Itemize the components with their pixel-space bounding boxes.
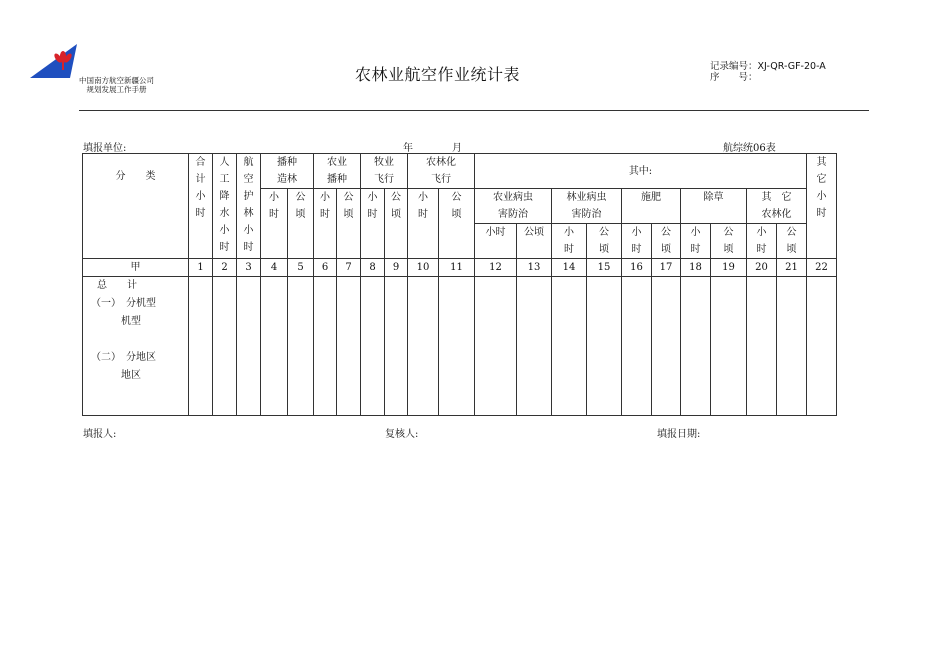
data-cell[interactable] bbox=[408, 277, 439, 416]
header-pasture: 牧业 飞行 bbox=[361, 154, 408, 189]
col-num: 甲 bbox=[83, 259, 189, 277]
col-num: 11 bbox=[439, 259, 475, 277]
row-total: 总 计 bbox=[97, 280, 137, 291]
sub-hour: 小 时 bbox=[408, 189, 439, 259]
col-num: 10 bbox=[408, 259, 439, 277]
header-sow-forest: 播种 造林 bbox=[261, 154, 314, 189]
sub-hour: 小 时 bbox=[622, 224, 652, 259]
col-num: 15 bbox=[587, 259, 622, 277]
form-code: 航综统06表 bbox=[723, 143, 776, 154]
header-other-agroforest: 其 它 农林化 bbox=[747, 189, 807, 224]
sub-ha: 公 顷 bbox=[337, 189, 361, 259]
col-num: 1 bbox=[189, 259, 213, 277]
header-total-hours: 合 计 小 时 bbox=[189, 154, 213, 259]
col-num: 9 bbox=[385, 259, 408, 277]
table-body-row bbox=[83, 277, 837, 416]
airline-logo bbox=[30, 44, 78, 80]
data-cell[interactable] bbox=[337, 277, 361, 416]
col-num: 19 bbox=[711, 259, 747, 277]
col-num: 16 bbox=[622, 259, 652, 277]
statistics-table bbox=[82, 153, 837, 416]
col-num: 3 bbox=[237, 259, 261, 277]
unit-label: 填报单位: bbox=[83, 143, 127, 154]
sub-hour: 小 时 bbox=[361, 189, 385, 259]
row-by-region: （二） 分地区 bbox=[91, 352, 156, 363]
header-other-hours: 其 它 小 时 bbox=[807, 154, 837, 259]
seq-label: 序 号： bbox=[710, 71, 758, 83]
header-agroforest: 农林化 飞行 bbox=[408, 154, 475, 189]
company-name: 中国南方航空新疆公司 bbox=[79, 76, 154, 85]
col-num: 7 bbox=[337, 259, 361, 277]
col-num: 12 bbox=[475, 259, 517, 277]
data-cell[interactable] bbox=[439, 277, 475, 416]
column-number-row bbox=[83, 259, 837, 277]
sub-hour: 小 时 bbox=[681, 224, 711, 259]
header-manual-rain: 人 工 降 水 小 时 bbox=[213, 154, 237, 259]
data-cell[interactable] bbox=[361, 277, 385, 416]
col-num: 13 bbox=[517, 259, 552, 277]
row-region: 地区 bbox=[101, 370, 141, 381]
data-cell[interactable] bbox=[807, 277, 837, 416]
data-cell[interactable] bbox=[711, 277, 747, 416]
sub-ha: 公 顷 bbox=[288, 189, 314, 259]
data-cell[interactable] bbox=[475, 277, 517, 416]
col-num: 5 bbox=[288, 259, 314, 277]
company-block bbox=[79, 76, 154, 94]
data-cell[interactable] bbox=[517, 277, 552, 416]
sub-hour: 小 时 bbox=[747, 224, 777, 259]
sub-ha: 公 顷 bbox=[711, 224, 747, 259]
header-among: 其中: bbox=[475, 154, 807, 189]
sub-hour: 小时 bbox=[475, 224, 517, 259]
col-num: 6 bbox=[314, 259, 337, 277]
sub-hour: 小 时 bbox=[261, 189, 288, 259]
filler-label: 填报人: bbox=[83, 429, 117, 440]
header-agri-pest: 农业病虫 害防治 bbox=[475, 189, 552, 224]
month-label: 月 bbox=[452, 143, 462, 154]
date-label: 填报日期: bbox=[657, 429, 701, 440]
row-by-aircraft: （一） 分机型 bbox=[91, 298, 156, 309]
data-cell[interactable] bbox=[652, 277, 681, 416]
sub-ha: 公 顷 bbox=[777, 224, 807, 259]
data-cell[interactable] bbox=[189, 277, 213, 416]
record-block bbox=[710, 62, 850, 83]
col-num: 14 bbox=[552, 259, 587, 277]
header-forest-protect: 航 空 护 林 小 时 bbox=[237, 154, 261, 259]
col-num: 8 bbox=[361, 259, 385, 277]
reviewer-label: 复核人: bbox=[385, 429, 419, 440]
data-cell[interactable] bbox=[385, 277, 408, 416]
record-no-label: 记录编号： bbox=[710, 61, 758, 72]
header-agri-sow: 农业 播种 bbox=[314, 154, 361, 189]
logo-blue-triangle bbox=[30, 44, 77, 78]
data-cell[interactable] bbox=[314, 277, 337, 416]
year-label: 年 bbox=[403, 143, 413, 154]
row-aircraft-type: 机型 bbox=[101, 316, 141, 327]
data-cell[interactable] bbox=[747, 277, 777, 416]
data-cell[interactable] bbox=[237, 277, 261, 416]
data-cell[interactable] bbox=[777, 277, 807, 416]
sub-ha: 公 顷 bbox=[385, 189, 408, 259]
col-num: 17 bbox=[652, 259, 681, 277]
header-weeding: 除草 bbox=[681, 189, 747, 224]
data-cell[interactable] bbox=[552, 277, 587, 416]
sub-hour: 小 时 bbox=[552, 224, 587, 259]
col-num: 22 bbox=[807, 259, 837, 277]
col-num: 2 bbox=[213, 259, 237, 277]
row-categories bbox=[83, 277, 189, 416]
data-cell[interactable] bbox=[587, 277, 622, 416]
sub-ha: 公 顷 bbox=[587, 224, 622, 259]
record-no: XJ-QR-GF-20-A bbox=[757, 61, 826, 72]
header-divider bbox=[79, 110, 869, 111]
col-num: 20 bbox=[747, 259, 777, 277]
data-cell[interactable] bbox=[681, 277, 711, 416]
header-forest-pest: 林业病虫 害防治 bbox=[552, 189, 622, 224]
sub-ha: 公顷 bbox=[517, 224, 552, 259]
col-num: 21 bbox=[777, 259, 807, 277]
header-fertilize: 施肥 bbox=[622, 189, 681, 224]
data-cell[interactable] bbox=[288, 277, 314, 416]
sub-hour: 小 时 bbox=[314, 189, 337, 259]
data-cell[interactable] bbox=[622, 277, 652, 416]
manual-name: 规划发展工作手册 bbox=[86, 85, 147, 94]
row-spacer bbox=[91, 331, 188, 349]
page-title: 农林业航空作业统计表 bbox=[355, 65, 521, 84]
header-class: 分 类 bbox=[83, 154, 189, 259]
data-cell[interactable] bbox=[261, 277, 288, 416]
col-num: 4 bbox=[261, 259, 288, 277]
data-cell[interactable] bbox=[213, 277, 237, 416]
col-num: 18 bbox=[681, 259, 711, 277]
sub-ha: 公 顷 bbox=[652, 224, 681, 259]
sub-ha: 公 顷 bbox=[439, 189, 475, 259]
